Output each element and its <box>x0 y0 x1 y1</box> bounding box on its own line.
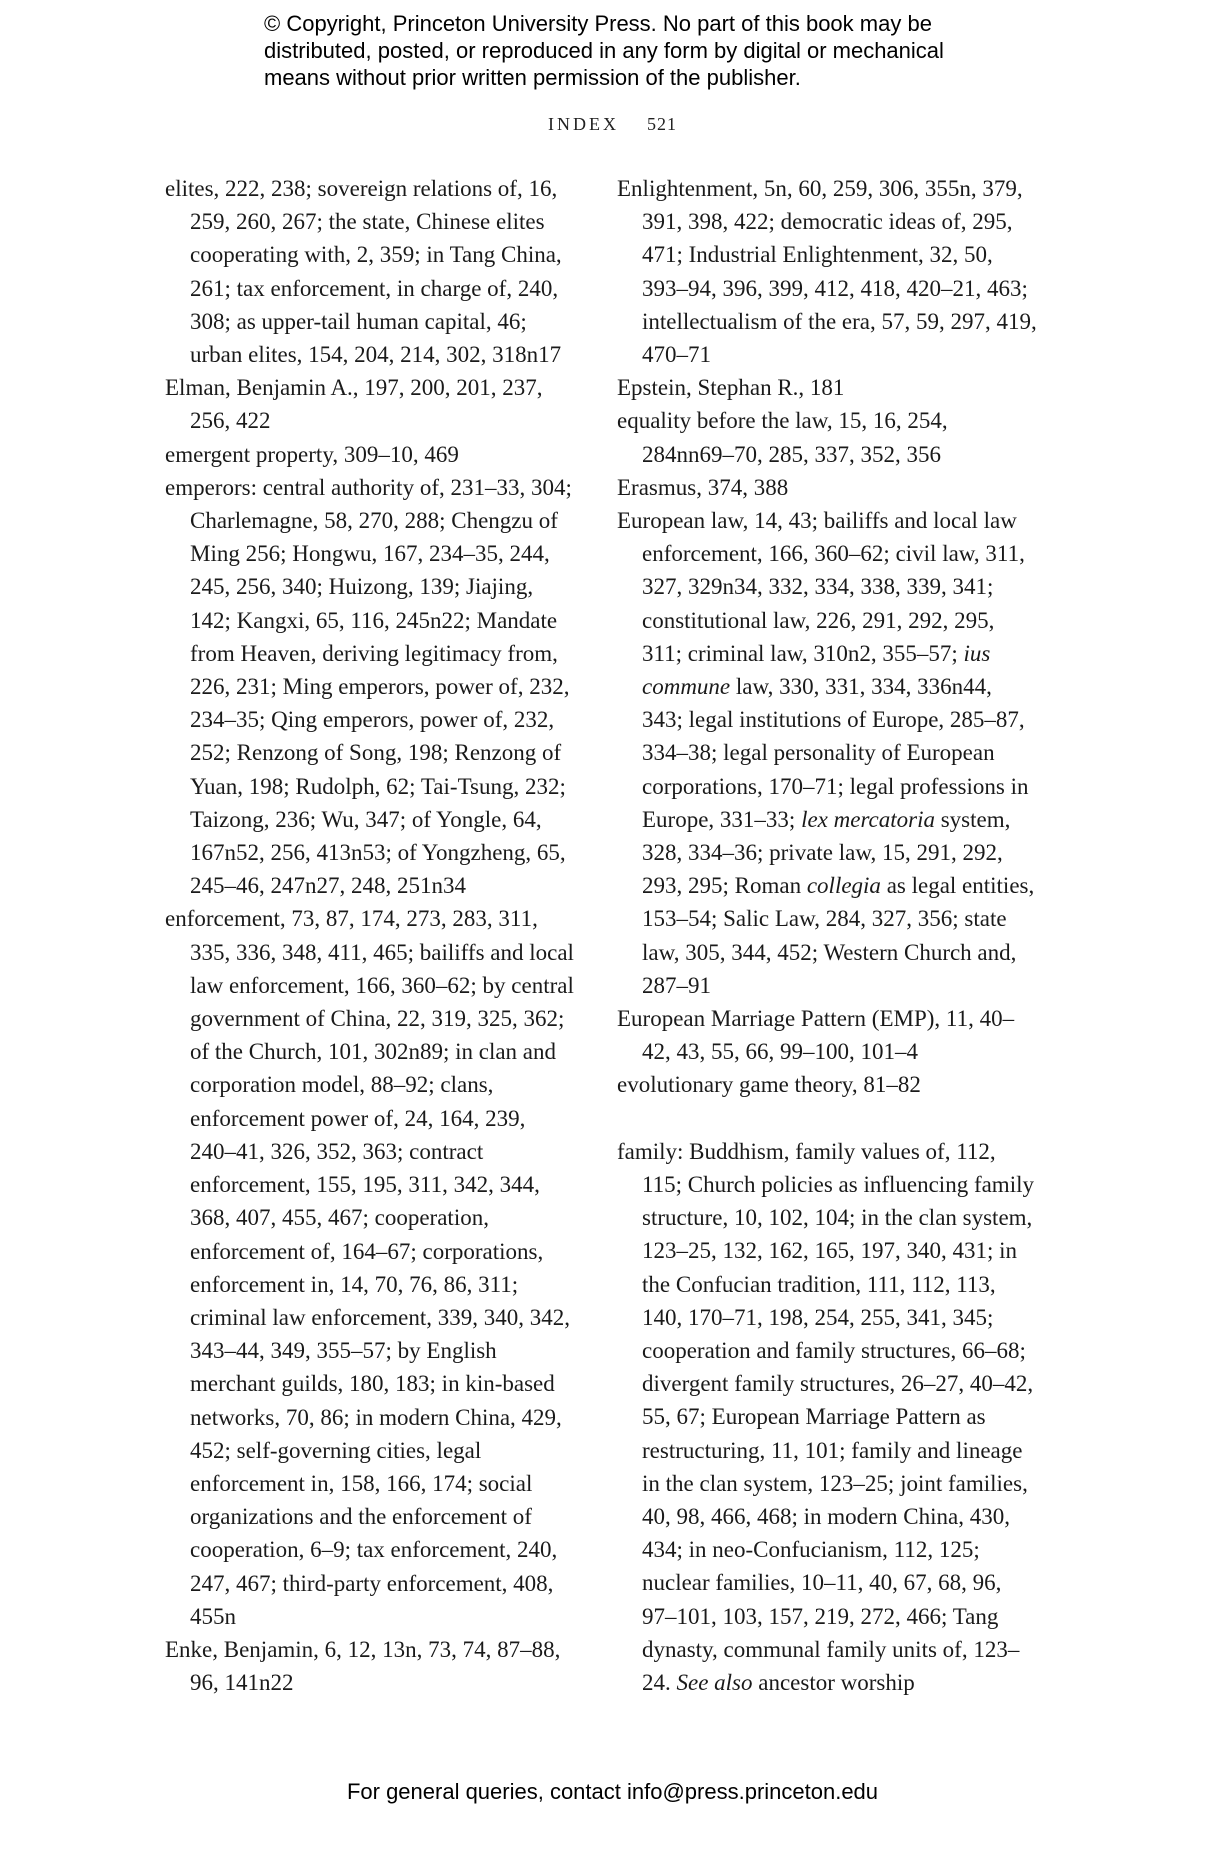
index-entry: enforcement, 73, 87, 174, 273, 283, 311, 335, 336, 348, 411, 465; bailiffs and local law enforcement, 166, 360–62; by central government of China, 22, 319, 325, 362; of the Church, 101, 302n89; in clan and corporation model, 88–92; clans, enforcement power of, 24, 164, 239, 240–41, 326, 352, 363; contract enforcement, 155, 195, 311, 342, 344, 368, 407, 455, 467; cooperation, enforcement of, 164–67; corporations, enforcement in, 14, 70, 76, 86, 311; criminal law enforcement, 339, 340, 342, 343–44, 349, 355–57; by English merchant guilds, 180, 183; in kin-based networks, 70, 86; in modern China, 429, 452; self-governing cities, legal enforcement in, 158, 166, 174; social organizations and the enforcement of cooperation, 6–9; tax enforcement, 240, 247, 467; third-party enforcement, 408, 455n <box>165 906 574 1629</box>
index-entry: family: Buddhism, family values of, 112, 115; Church policies as influencing family structure, 10, 102, 104; in the clan system, 123–25, 132, 162, 165, 197, 340, 431; in the Confucian tradition, 111, 112, 113, 140, 170–71, 198, 254, 255, 341, 345; cooperation and family structures, 66–68; divergent family structures, 26–27, 40–42, 55, 67; European Marriage Pattern as restructuring, 11, 101; family and lineage in the clan system, 123–25; joint families, 40, 98, 466, 468; in modern China, 430, 434; in neo-Confucianism, 112, 125; nuclear families, 10–11, 40, 67, 68, 96, 97–101, 103, 157, 219, 272, 466; Tang dynasty, communal family units of, 123–24. See also ancestor worship <box>617 1138 1034 1695</box>
index-column-right <box>617 172 1037 1699</box>
copyright-line: distributed, posted, or reproduced in any form by digital or mechanical <box>264 38 944 63</box>
footer-contact: For general queries, contact info@press.princeton.edu <box>346 1779 879 1804</box>
copyright-line: means without prior written permission of the publisher. <box>264 65 801 90</box>
index-column-left <box>165 172 575 1699</box>
index-entry: evolutionary game theory, 81–82 <box>617 1072 921 1098</box>
copyright-notice <box>264 10 1024 91</box>
index-entry: European Marriage Pattern (EMP), 11, 40–42, 43, 55, 66, 99–100, 101–4 <box>617 1006 1015 1065</box>
copyright-line: © Copyright, Princeton University Press. No part of this book may be <box>264 11 932 36</box>
index-entry: Enlightenment, 5n, 60, 259, 306, 355n, 379, 391, 398, 422; democratic ideas of, 295, 471; Industrial Enlightenment, 32, 50, 393–94, 396, 399, 412, 418, 420–21, 463; intellectualism of the era, 57, 59, 297, 419, 470–71 <box>617 176 1037 368</box>
index-entry: Epstein, Stephan R., 181 <box>617 375 845 401</box>
index-entry: emergent property, 309–10, 469 <box>165 441 459 467</box>
page-number: 521 <box>647 114 677 134</box>
index-entry: emperors: central authority of, 231–33, 304; Charlemagne, 58, 270, 288; Chengzu of Ming 256; Hongwu, 167, 234–35, 244, 245, 256, 340; Huizong, 139; Jiajing, 142; Kangxi, 65, 116, 245n22; Mandate from Heaven, deriving legitimacy from, 226, 231; Ming emperors, power of, 232, 234–35; Qing emperors, power of, 232, 252; Renzong of Song, 198; Renzong of Yuan, 198; Rudolph, 62; Tai-Tsung, 232; Taizong, 236; Wu, 347; of Yongle, 64, 167n52, 256, 413n53; of Yongzheng, 65, 245–46, 247n27, 248, 251n34 <box>165 474 572 899</box>
running-title: INDEX <box>548 114 619 134</box>
index-entry: elites, 222, 238; sovereign relations of, 16, 259, 260, 267; the state, Chinese elites cooperating with, 2, 359; in Tang China, 261; tax enforcement, in charge of, 240, 308; as upper-tail human capital, 46; urban elites, 154, 204, 214, 302, 318n17 <box>165 176 562 368</box>
letter-group-gap <box>617 1102 1037 1135</box>
index-entry: European law, 14, 43; bailiffs and local law enforcement, 166, 360–62; civil law, 311, 327, 329n34, 332, 334, 338, 339, 341; constitutional law, 226, 291, 292, 295, 311; criminal law, 310n2, 355–57; ius commune law, 330, 331, 334, 336n44, 343; legal institutions of Europe, 285–87, 334–38; legal personality of European corporations, 170–71; legal professions in Europe, 331–33; lex mercatoria system, 328, 334–36; private law, 15, 291, 292, 293, 295; Roman collegia as legal entities, 153–54; Salic Law, 284, 327, 356; state law, 305, 344, 452; Western Church and, 287–91 <box>617 508 1035 998</box>
index-entry: Enke, Benjamin, 6, 12, 13n, 73, 74, 87–88, 96, 141n22 <box>165 1636 561 1696</box>
index-entry: equality before the law, 15, 16, 254, 284nn69–70, 285, 337, 352, 356 <box>617 408 948 467</box>
running-head <box>0 114 1225 135</box>
index-entry: Erasmus, 374, 388 <box>617 474 789 500</box>
index-entry: Elman, Benjamin A., 197, 200, 201, 237, 256, 422 <box>165 375 543 434</box>
